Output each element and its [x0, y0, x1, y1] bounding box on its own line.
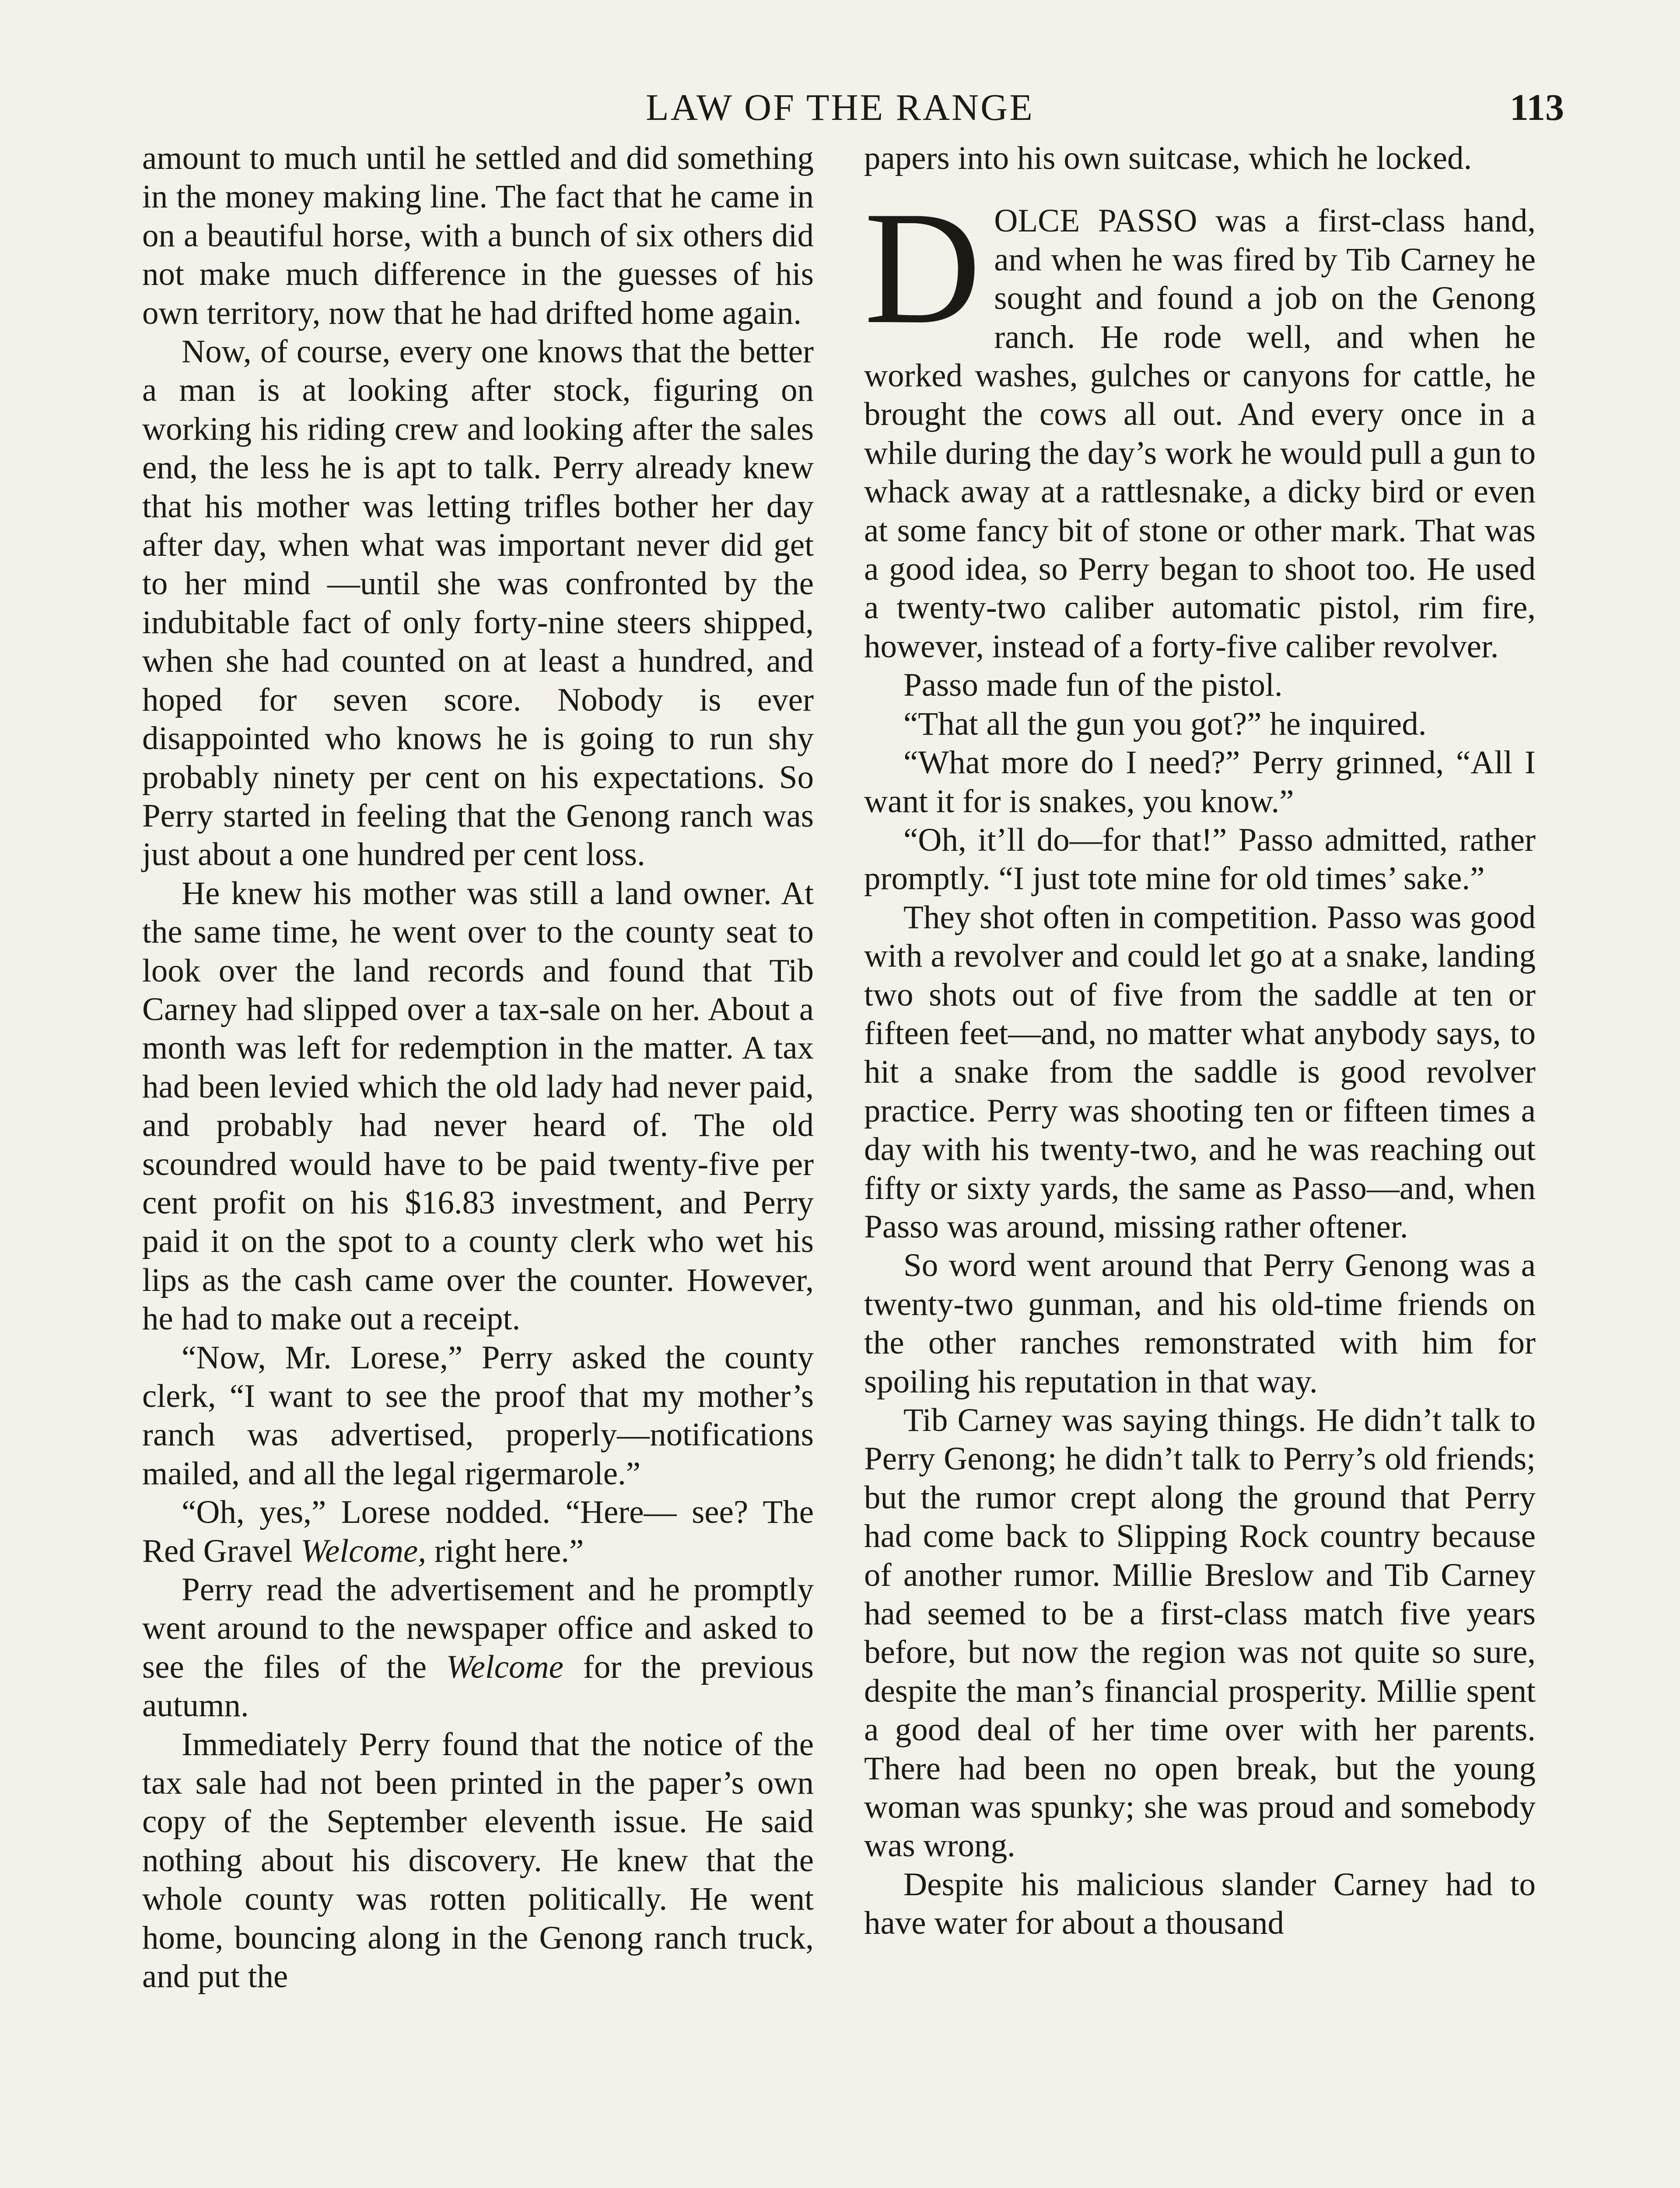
paragraph: amount to much until he settled and did something in the money making line. The fact that he came in on a beautiful horse, with a bunch of six others did not make much difference in the guesses of his own territory, now that he had drifted home again.	[142, 140, 814, 331]
paragraph: Tib Carney was saying things. He didn’t talk to Perry Genong; he didn’t talk to Perry’s old friends; but the rumor crept along the ground that Perry had come back to Slipping Rock country because of another rumor. Millie Breslow and Tib Carney had seemed to be a first-class match five years before, but now the region was not quite so sure, despite the man’s financial prosperity. Millie spent a good deal of her time over with her parents. There had been no open break, but the young woman was spunky; she was proud and somebody was wrong.	[864, 1402, 1536, 1864]
text-run: Perry read the advertisement and he promptly went around to the newspaper office and asked to see the files of the	[142, 1571, 814, 1685]
paragraph	[864, 178, 1536, 666]
paragraph: “That all the gun you got?” he inquired.	[903, 705, 1427, 742]
left-column	[142, 139, 814, 1996]
paragraph: They shot often in competition. Passo was good with a revolver and could let go at a snake, landing two shots out of five from the saddle at ten or fifteen feet—and, no matter what anybody says, to hit a snake from the saddle is good revolver practice. Perry was shooting ten or fifteen times a day with his twenty-two, and he was reaching out fifty or sixty yards, the same as Passo—and, when Passo was around, missing rather oftener.	[864, 899, 1536, 1245]
paragraph: So word went around that Perry Genong was a twenty-two gunman, and his old-time friends on the other ranches remonstrated with him for spoiling his reputation in that way.	[864, 1247, 1536, 1400]
paragraph	[142, 1571, 814, 1725]
running-title: LAW OF THE RANGE	[646, 86, 1034, 128]
text-run: for the previous autumn.	[142, 1648, 814, 1724]
paragraph: “What more do I need?” Perry grinned, “All I want it for is snakes, you know.”	[864, 744, 1536, 820]
paragraph: Despite his malicious slander Carney had to have water for about a thousand	[864, 1866, 1536, 1942]
text-run: OLCE PASSO was a first-class hand, and when he was fired by Tib Carney he sought and found a job on the Genong ranch. He rode well, and when he worked washes, gulches or canyons for cattle, he brought the cows all out. And every once in a while during the day’s work he would pull a gun to whack away at a rattlesnake, a dicky bird or even at some fancy bit of stone or other mark. That was a good idea, so Perry began to shoot too. He used a twenty-two caliber automatic pistol, rim fire, however, instead of a forty-five caliber revolver.	[864, 203, 1536, 665]
paragraph: “Oh, it’ll do—for that!” Passo admitted, rather promptly. “I just tote mine for old times’ sake.”	[864, 821, 1536, 897]
paragraph: papers into his own suitcase, which he locked.	[864, 140, 1472, 176]
text-run: “Oh, yes,” Lorese nodded. “Here— see? The Red Gravel	[142, 1494, 814, 1569]
paragraph: Passo made fun of the pistol.	[903, 667, 1283, 704]
page-header	[0, 83, 1680, 131]
paragraph: He knew his mother was still a land owner. At the same time, he went over to the county seat to look over the land records and found that Tib Carney had slipped over a tax-sale on her. About a month was left for redemption in the matter. A tax had been levied which the old lady had never paid, and probably had never heard of. The old scoundred would have to be paid twenty-five per cent profit on his $16.83 investment, and Perry paid it on the spot to a county clerk who wet his lips as the cash came over the counter. However, he had to make out a receipt.	[142, 875, 814, 1337]
newspaper-name: Welcome	[446, 1648, 564, 1685]
paragraph: Now, of course, every one knows that the better a man is at looking after stock, figuring on working his riding crew and looking after the sales end, the less he is apt to talk. Perry already knew that his mother was letting trifles bother her day after day, when what was important never did get to her mind —until she was confronted by the indubitable fact of only forty-nine steers shipped, when she had counted on at least a hundred, and hoped for seven score. Nobody is ever disappointed who knows he is going to run shy probably ninety per cent on his expectations. So Perry started in feeling that the Genong ranch was just about a one hundred per cent loss.	[142, 333, 814, 873]
paragraph: “Now, Mr. Lorese,” Perry asked the county clerk, “I want to see the proof that my mother’s ranch was advertised, properly—notifications mailed, and all the legal rigermarole.”	[142, 1339, 814, 1492]
text-run: right here.”	[426, 1532, 584, 1569]
paragraph	[142, 1493, 814, 1571]
right-column	[864, 139, 1536, 1943]
page-number: 113	[1509, 86, 1564, 128]
drop-cap: D	[864, 178, 981, 358]
paragraph: Immediately Perry found that the notice of the tax sale had not been printed in the paper’s own copy of the September eleventh issue. He said nothing about his discovery. He knew that the whole county was rotten politically. He went home, bouncing along in the Genong ranch truck, and put the	[142, 1726, 814, 1995]
newspaper-name: Welcome,	[301, 1532, 427, 1569]
